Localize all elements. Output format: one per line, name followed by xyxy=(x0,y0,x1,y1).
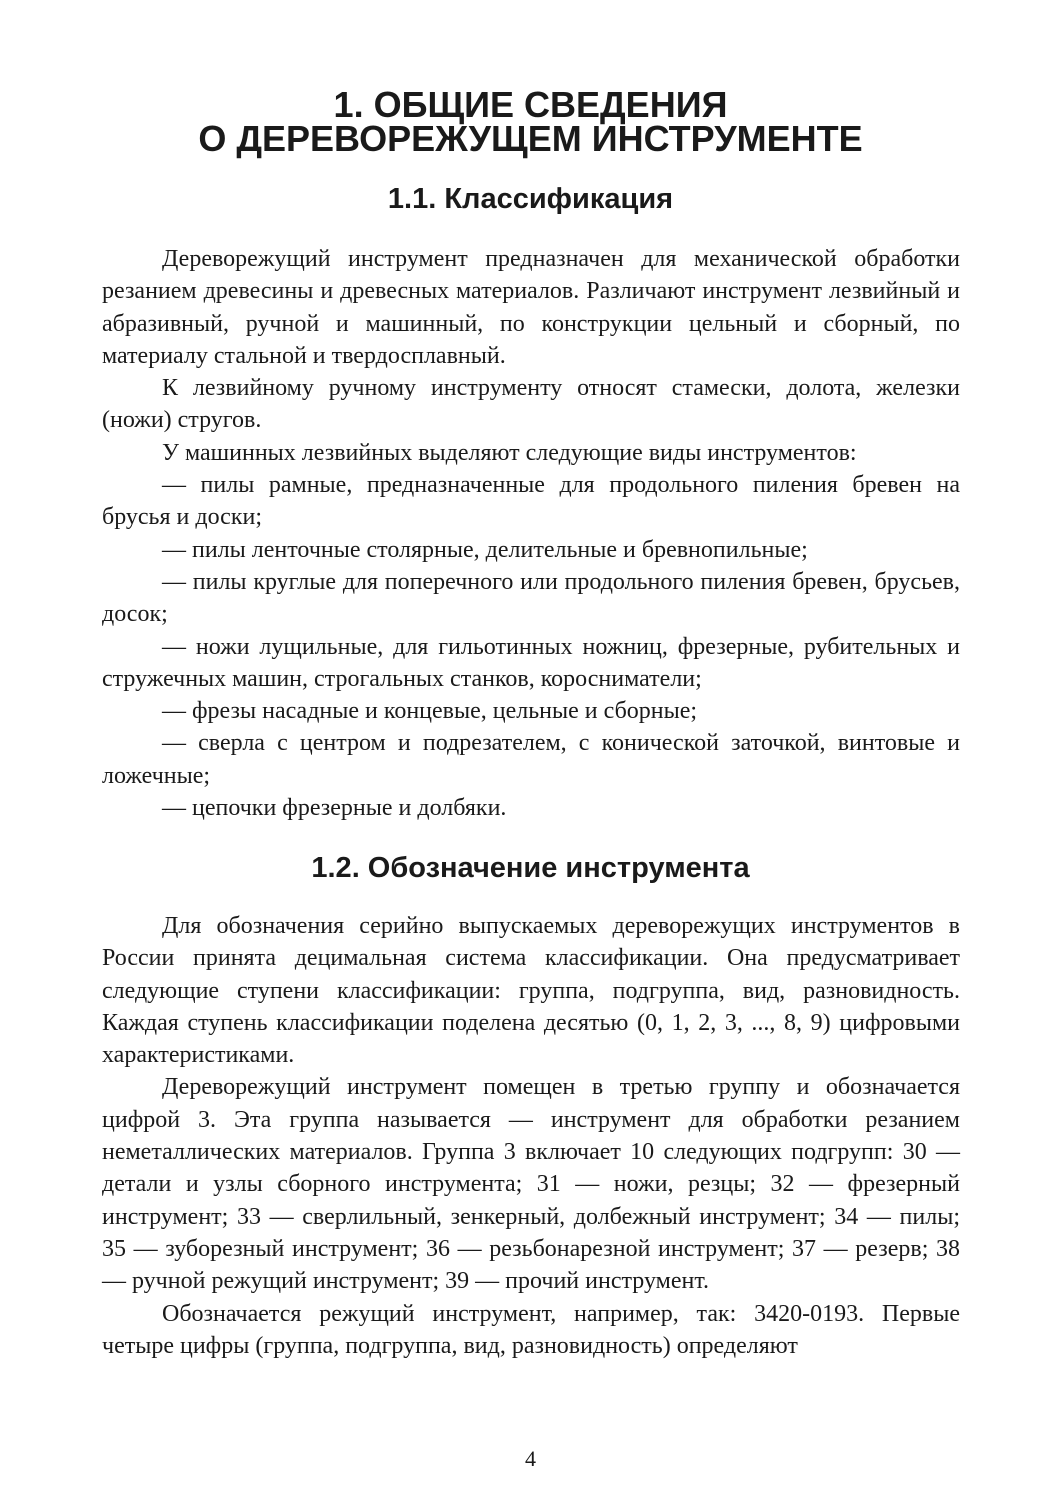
list-item: — пилы рамные, предназначенные для продольного пиления бревен на брусья и доски; xyxy=(102,472,960,531)
chapter-title-line-2: О ДЕРЕВОРЕЖУЩЕМ ИНСТРУМЕНТЕ xyxy=(198,118,863,159)
list-item: — фрезы насадные и концевые, цельные и сборные; xyxy=(162,698,698,725)
section-2-body xyxy=(102,910,960,1362)
list-item: — ножи лущильные, для гильотинных ножниц, фрезерные, рубительных и стружечных машин, строгальных станков, коросниматели; xyxy=(102,633,960,692)
section-1-title: 1.1. Классификация xyxy=(387,183,674,215)
list-item: — цепочки фрезерные и долбяки. xyxy=(162,795,507,822)
page-number: 4 xyxy=(525,1446,536,1471)
chapter-title-line-1: 1. ОБЩИЕ СВЕДЕНИЯ xyxy=(333,84,728,125)
paragraph: К лезвийному ручному инструменту относят стамески, долота, железки (ножи) стругов. xyxy=(102,375,960,434)
paragraph: Обозначается режущий инструмент, например, так: 3420-0193. Первые четыре цифры (группа, подгруппа, вид, разновидность) определяют xyxy=(102,1300,960,1359)
section-1-body xyxy=(102,243,960,824)
list-item: — пилы круглые для поперечного или продольного пиления бревен, брусьев, досок; xyxy=(102,568,960,628)
list-item: — пилы ленточные столярные, делительные и бревнопильные; xyxy=(162,536,808,563)
paragraph: Дереворежущий инструмент помещен в третью группу и обозначается цифрой 3. Эта группа называется — инструмент для обработки резанием неметаллических материалов. Группа 3 включает 10 следующих подгрупп: 30 — детали и узлы сборного инструмента; 31 — ножи, резцы; 32 — фрезерный инструмент; 33 — сверлильный, зенкерный, долбежный инструмент; 34 — пилы; 35 — зуборезный инструмент; 36 — резьбонарезной инструмент; 37 — резерв; 38 — ручной режущий инструмент; 39 — прочий инструмент. xyxy=(102,1074,960,1295)
list-item: — сверла с центром и подрезателем, с конической заточкой, винтовые и ложечные; xyxy=(102,730,960,789)
paragraph: У машинных лезвийных выделяют следующие виды инструментов: xyxy=(162,439,857,466)
section-2-title: 1.2. Обозначение инструмента xyxy=(311,852,750,884)
paragraph: Для обозначения серийно выпускаемых дереворежущих инструментов в России принята децимальная система классификации. Она предусматривает следующие ступени классификации: группа, подгруппа, вид, разновидность. Каждая ступень классификации поделена десятью (0, 1, 2, 3, ..., 8, 9) цифровыми характеристиками. xyxy=(102,913,960,1069)
paragraph: Дереворежущий инструмент предназначен для механической обработки резанием древесины и древесных материалов. Различают инструмент лезвийный и абразивный, ручной и машинный, по конструкции цельный и сборный, по материалу стальной и твердосплавный. xyxy=(102,246,960,369)
